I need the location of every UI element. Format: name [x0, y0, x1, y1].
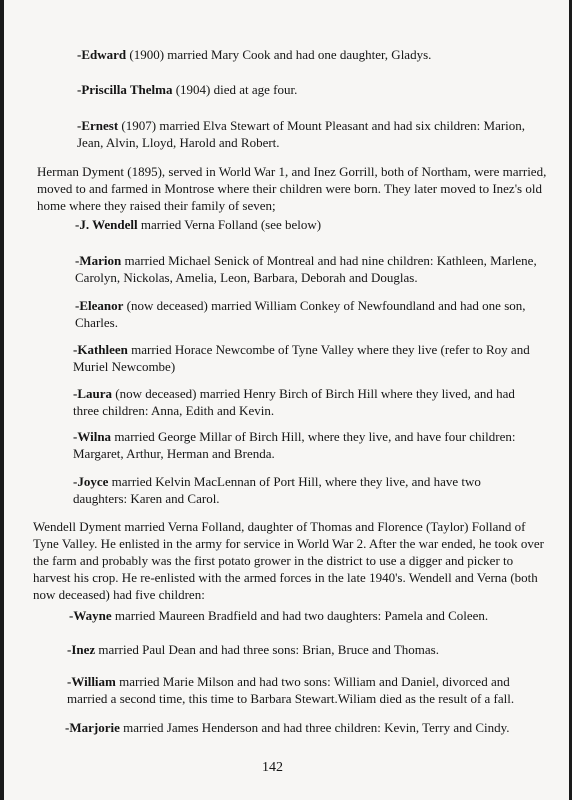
entry-william: -William married Marie Milson and had two sons: William and Daniel, divorced and married a second time, this time to Barbara Stewart.Wiliam died as the result of a fall.: [67, 674, 515, 706]
entry-ernest: -Ernest (1907) married Elva Stewart of Mount Pleasant and had six children: Marion, Jean, Alvin, Lloyd, Harold and Robert.: [77, 118, 526, 150]
entry-edward: -Edward (1900) married Mary Cook and had one daughter, Gladys.: [77, 47, 432, 62]
entry-wilna: -Wilna married George Millar of Birch Hill, where they live, and have four children: Margaret, Arthur, Herman and Brenda.: [73, 429, 516, 461]
entry-marion: -Marion married Michael Senick of Montreal and had nine children: Kathleen, Marlene, Carolyn, Nickolas, Amelia, Leon, Barbara, Deborah and Douglas.: [75, 253, 537, 285]
para-wendell: Wendell Dyment married Verna Folland, daughter of Thomas and Florence (Taylor) Folland of Tyne Valley. He enlisted in the army for service in World War 2. After the war ended, he took over the farm and probably was the first potato grower in the district to use a digger and picker to harvest his crop. He re-enlisted with the armed forces in the late 1940's. Wendell and Verna (both now deceased) had five children:: [33, 519, 544, 602]
entry-laura: -Laura (now deceased) married Henry Birch of Birch Hill where they lived, and had three children: Anna, Edith and Kevin.: [73, 386, 515, 418]
entry-eleanor: -Eleanor (now deceased) married William Conkey of Newfoundland and had one son, Charles.: [75, 298, 526, 330]
entry-joyce: -Joyce married Kelvin MacLennan of Port Hill, where they live, and have two daughters: Karen and Carol.: [73, 474, 481, 506]
para-herman: Herman Dyment (1895), served in World War 1, and Inez Gorrill, both of Northam, were married, moved to and farmed in Montrose where their children were born. They later moved to Inez's old home where they raised their family of seven;: [37, 164, 547, 213]
entry-wendell: -J. Wendell married Verna Folland (see below): [75, 217, 322, 232]
entry-inez: -Inez married Paul Dean and had three sons: Brian, Bruce and Thomas.: [67, 642, 439, 657]
entry-priscilla: -Priscilla Thelma (1904) died at age four.: [77, 82, 298, 97]
entry-kathleen: -Kathleen married Horace Newcombe of Tyne Valley where they live (refer to Roy and Muriel Newcombe): [73, 342, 530, 374]
entry-wayne: -Wayne married Maureen Bradfield and had two daughters: Pamela and Coleen.: [69, 608, 489, 623]
scan-edge-left: [0, 0, 4, 800]
page-number: 142: [262, 760, 283, 775]
entry-marjorie: -Marjorie married James Henderson and had three children: Kevin, Terry and Cindy.: [65, 720, 510, 735]
